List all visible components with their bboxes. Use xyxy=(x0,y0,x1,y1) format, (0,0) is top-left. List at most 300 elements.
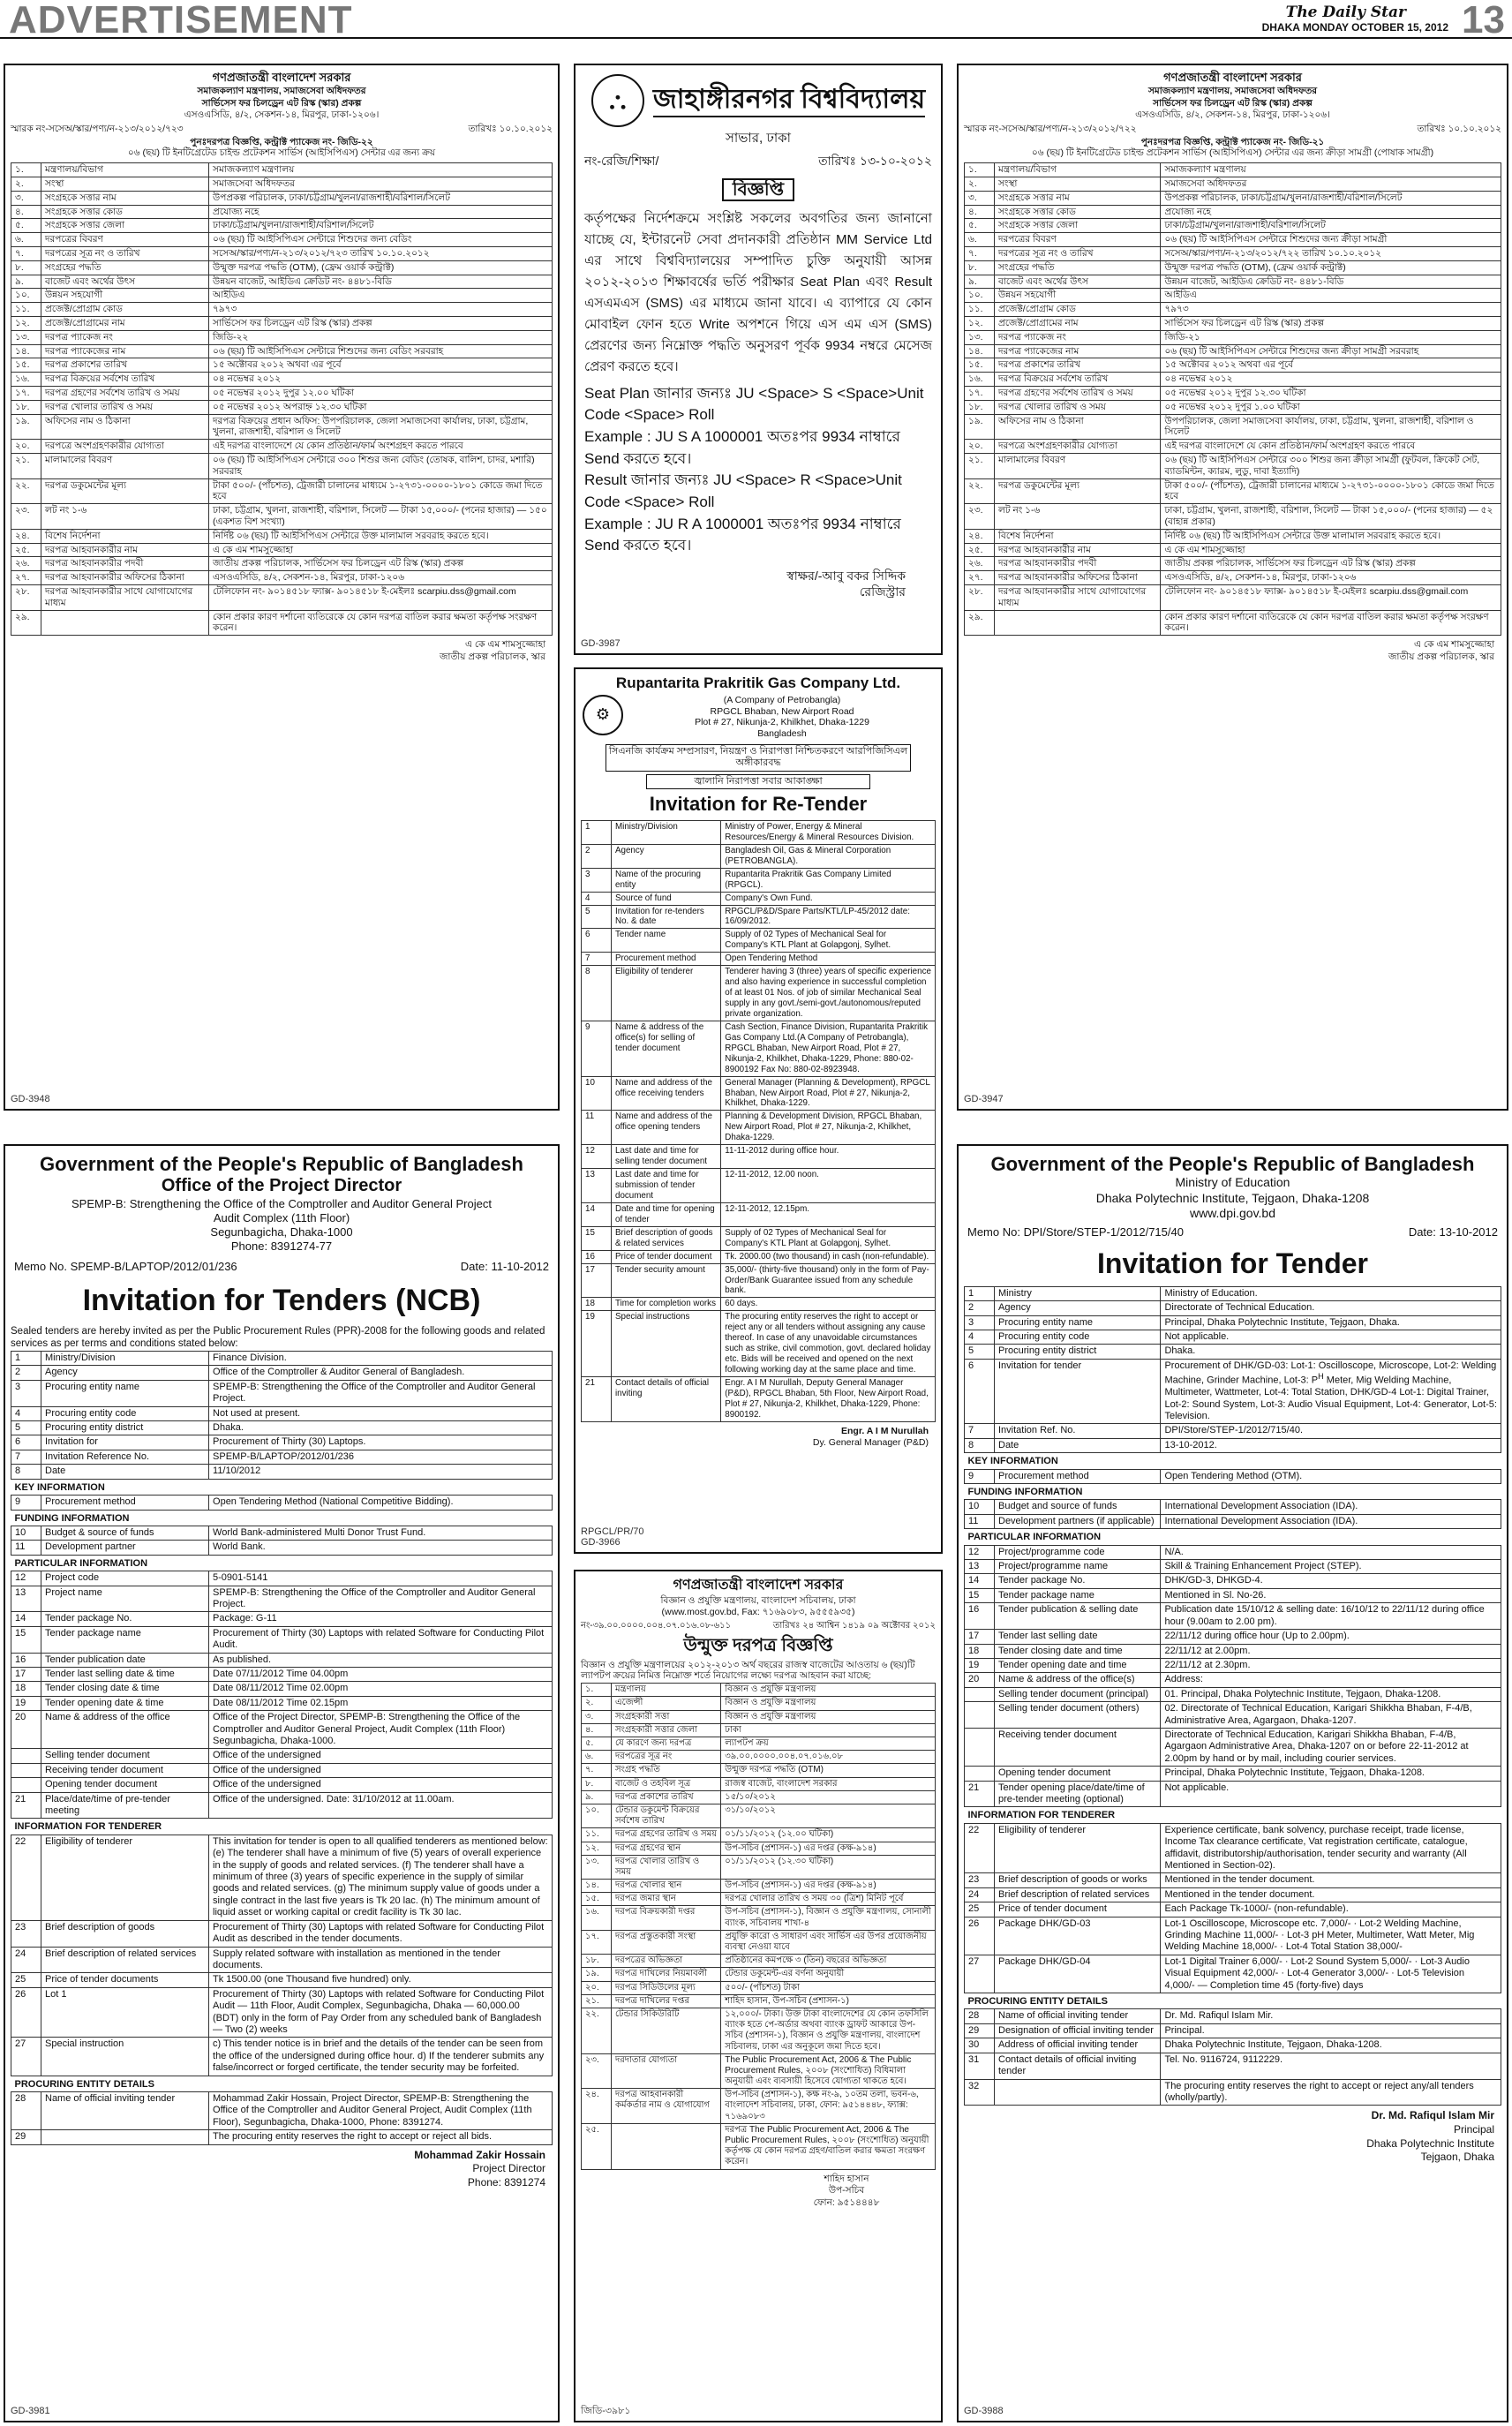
row-value: N/A. xyxy=(1161,1545,1501,1559)
table-row xyxy=(11,1586,553,1612)
row-label: দরপত্রের সূত্র নং xyxy=(612,1751,721,1764)
intro-text: বিজ্ঞান ও প্রযুক্তি মন্ত্রণালয়ের ২০১২-২০১৩ অর্থ বছরের রাজস্ব বাজেটের আওতায় ৬ (ছয়)টি ল্যাপটপ ক্রয়ের নিমিত্ত নিম্নোক্ত শর্তে নিয়োগের লক্ষ্যে দরপত্র আহবান করা যাচ্ছে: xyxy=(581,1659,915,1682)
table-row xyxy=(965,1603,1501,1630)
row-value: Tenderer having 3 (three) years of specific experience and also having experience in successful completion of at least 01 Nos. of job of similar Mechanical Seal supply in any govt./semi-govt./autonomous/reputed private organization. xyxy=(721,966,936,1021)
tender-table xyxy=(964,1286,1501,2106)
table-row xyxy=(965,1781,1501,1807)
row-label: Opening tender document xyxy=(41,1778,209,1792)
table-row xyxy=(11,1749,553,1763)
row-value: ঢাকা, চট্টগ্রাম, খুলনা, রাজশাহী, বরিশাল, সিলেট — টাকা ১৫,০০০/- (পনের হাজার) — ৫২ (বাহান্ন প্রকার) xyxy=(1161,504,1501,530)
table-row xyxy=(582,1994,936,2008)
row-value: টেলিফোন নং- ৯০১৪৫১৮ ফ্যাক্স- ৯০১৪৫১৮ ই-মেইলঃ scarpiu.dss@gmail.com xyxy=(1161,584,1501,610)
table-row xyxy=(11,584,553,610)
row-label: সংগ্রহকে সত্তার কোড xyxy=(41,205,209,219)
tender-ad-most-laptops xyxy=(574,1570,943,2422)
newspaper-logo: The Daily Star xyxy=(1285,4,1406,21)
row-label: Ministry/Division xyxy=(612,820,721,844)
row-label xyxy=(612,2123,721,2169)
row-value: ০৫ নভেম্বর ২০১২ দুপুর ১২.৩০ ঘটিকা xyxy=(1161,386,1501,400)
table-row xyxy=(11,233,553,247)
table-row xyxy=(965,1301,1501,1315)
row-value: Office of the Project Director, SPEMP-B: Strengthening the Office of the Comptroller and Auditor General Project, Audit Complex (11th Floor) Segunbagicha, Dhaka-1000. xyxy=(209,1711,553,1749)
row-label: সংস্থা xyxy=(41,177,209,192)
row-label: Project/programme name xyxy=(995,1560,1161,1574)
phone: Phone: 8391274-77 xyxy=(230,1239,333,1254)
table-row xyxy=(11,440,553,454)
row-label: দরপত্রের সূত্র নং ও তারিখ xyxy=(995,246,1161,260)
row-value: Mentioned in the tender document. xyxy=(1161,1887,1501,1902)
row-value: 60 days. xyxy=(721,1298,936,1311)
row-label: দরপত্র আহবানকারীর পদবী xyxy=(995,557,1161,571)
rpgcl-logo-icon: ⚙ xyxy=(583,695,623,735)
row-label: দরপত্র আহবানকারী কর্মকর্তার নাম ও যোগাযোগ xyxy=(612,2089,721,2124)
university-logo-icon: ⛬ xyxy=(591,74,644,127)
row-label: Selling tender document (principal) xyxy=(995,1687,1161,1701)
row-label: Invitation Ref. No. xyxy=(995,1424,1161,1438)
table-row xyxy=(965,2079,1501,2106)
row-label: Brief description of related services xyxy=(41,1947,209,1973)
row-value: Experience certificate, bank solvency, purchase receipt, trade license, Income Tax clearance certificate, Vat registration certificate, catalogue, affidavit, distributorship/authorisation, tender security and warranty (All Mentioned in Section-02). xyxy=(1161,1823,1501,1873)
row-number: ৩. xyxy=(582,1710,612,1723)
row-number: ৩. xyxy=(11,191,41,205)
row-label: Tender opening date and time xyxy=(995,1658,1161,1672)
row-number: 23 xyxy=(965,1873,995,1887)
table-row xyxy=(965,571,1501,585)
table-row xyxy=(965,414,1501,440)
row-number: ২৫. xyxy=(965,543,995,557)
table-row xyxy=(582,1169,936,1203)
row-value: World Bank. xyxy=(209,1541,553,1555)
row-value: আইডিএ xyxy=(1161,289,1501,303)
signatory-institute: Dhaka Polytechnic Institute xyxy=(1366,2136,1494,2150)
row-value: ১৫ অক্টোবর ২০১২ অথবা এর পূর্বে xyxy=(209,358,553,373)
row-label: Tender last selling date & time xyxy=(41,1667,209,1681)
row-label: সংগ্রহকে সত্তার কোড xyxy=(995,205,1161,219)
govt-name: Government of the People's Republic of Bangladesh xyxy=(990,1153,1475,1175)
row-number: 14 xyxy=(582,1202,612,1226)
table-row xyxy=(11,1465,553,1479)
table-row xyxy=(965,191,1501,205)
row-number: 17 xyxy=(582,1263,612,1298)
row-number: ২১. xyxy=(11,453,41,478)
table-row xyxy=(582,868,936,892)
row-value: Dr. Md. Rafiqul Islam Mir. xyxy=(1161,2009,1501,2023)
row-label: মন্ত্রণালয়/বিভাগ xyxy=(41,163,209,177)
row-number: 2 xyxy=(582,844,612,868)
row-value: ০৬ (ছয়) টি আইসিপিএস সেন্টারে শিশুদের জন্য ক্রীড়া সামগ্রী সরবরাহ xyxy=(1161,344,1501,358)
memo-date: তারিখঃ ২৪ আশ্বিন ১৪১৯ ০৯ অক্টোবর ২০১২ xyxy=(772,1621,936,1631)
row-label: দরপত্র আহবানকারীর পদবী xyxy=(41,557,209,571)
row-number: 21 xyxy=(11,1792,41,1819)
row-value: Not applicable. xyxy=(1161,1330,1501,1344)
table-row xyxy=(965,1453,1501,1469)
address-line-3: Bangladesh xyxy=(757,728,807,740)
row-number: ১০. xyxy=(582,1804,612,1827)
row-label: মালামালের বিবরণ xyxy=(41,453,209,478)
row-value: উপ-সচিব (প্রশাসন-১), কক্ষ নং-৯, ১০তম তলা, ভবন-৬, বাংলাদেশ সচিবালয়, ঢাকা, ফোন: ৯৫১৪৪৪৮, ফ্যাক্স: ৭১৬৯০৮৩ xyxy=(721,2089,936,2124)
signatory-title: জাতীয় প্রকল্প পরিচালক, স্কার xyxy=(439,651,545,662)
table-row xyxy=(965,504,1501,530)
row-value: টেলিফোন নং- ৯০১৪৫১৮ ফ্যাক্স- ৯০১৪৫১৮ ই-মেইলঃ scarpiu.dss@gmail.com xyxy=(209,584,553,610)
table-row xyxy=(582,1764,936,1777)
row-value: ল্যাপটপ ক্রয় xyxy=(721,1737,936,1751)
row-label: মালামালের বিবরণ xyxy=(995,453,1161,478)
table-row xyxy=(965,543,1501,557)
table-row xyxy=(582,2053,936,2089)
company-parent: (A Company of Petrobangla) xyxy=(723,694,841,705)
row-label: Invitation for xyxy=(41,1435,209,1450)
table-row xyxy=(11,610,553,636)
row-value: উপপরিচালক, জেলা সমাজসেবা কার্যালয়, ঢাকা, চট্টগ্রাম, খুলনা, রাজশাহী, বরিশাল ও সিলেট xyxy=(1161,414,1501,440)
row-label: Designation of official inviting tender xyxy=(995,2023,1161,2038)
intro-text: Sealed tenders are hereby invited as per the Public Procurement Rules (PPR)-2008 for the following goods and related services as per terms and conditions stated below: xyxy=(11,1326,545,1350)
ad-code: GD-3987 xyxy=(581,637,621,649)
table-row xyxy=(965,373,1501,387)
row-value: ১৫ অক্টোবর ২০১২ অথবা এর পূর্বে xyxy=(1161,358,1501,373)
section-heading: PARTICULAR INFORMATION xyxy=(967,1532,1102,1543)
row-label: দরপত্রে অংশগ্রহণকারীর যোগ্যতা xyxy=(41,440,209,454)
row-label: Ministry xyxy=(995,1286,1161,1300)
row-value: ০৪ নভেম্বর ২০১২ xyxy=(209,373,553,387)
row-value: Principal, Dhaka Polytechnic Institute, Tejgaon, Dhaka. xyxy=(1161,1315,1501,1330)
row-number: ৯. xyxy=(11,275,41,289)
table-row xyxy=(11,246,553,260)
row-number: ২১. xyxy=(965,453,995,478)
row-label: Price of tender document xyxy=(612,1250,721,1263)
row-value: Lot-1 Digital Trainer 6,000/- · Lot-2 Sound System 5,000/- · Lot-3 Audio Visual Equipment 42,000/- · Lot-4 Generator 3,000/- · Lot-5 Television 4,000/- — Completion time 45 (forty-five) days xyxy=(1161,1955,1501,1993)
row-label: সংগ্রহের পদ্ধতি xyxy=(995,260,1161,275)
row-value: ১২,০০০/- টাকা। উক্ত টাকা বাংলাদেশের যে কোন তফসিলি ব্যাংক হতে পে-অর্ডার অথবা ব্যাংক ড্রাফট আকারে উপ-সচিব (প্রশাসন-১), বিজ্ঞান ও প্রযুক্তি মন্ত্রণালয়, বাংলাদেশ সচিবালয়, ঢাকা এর অনুকূলে জমা দিতে হবে। xyxy=(721,2008,936,2053)
table-row xyxy=(965,1574,1501,1588)
row-number: 7 xyxy=(965,1424,995,1438)
row-label: Time for completion works xyxy=(612,1298,721,1311)
row-number xyxy=(965,1767,995,1781)
row-value: Not used at present. xyxy=(209,1406,553,1420)
table-row xyxy=(965,1902,1501,1917)
row-number: 17 xyxy=(11,1667,41,1681)
row-value: General Manager (Planning & Development), RPGCL Bhaban, New Airport Road, Plot # 27, Nikunja-2, Khilkhet, Dhaka-1229. xyxy=(721,1076,936,1111)
table-row xyxy=(11,289,553,303)
row-value: Tel. No. 9116724, 9112229. xyxy=(1161,2053,1501,2079)
table-row xyxy=(582,1226,936,1250)
row-number: 1 xyxy=(582,820,612,844)
page-number: 13 xyxy=(1462,0,1505,41)
row-number: ২৮. xyxy=(965,584,995,610)
row-number: ১০. xyxy=(11,289,41,303)
row-number: ২০. xyxy=(965,440,995,454)
row-number: ২৪. xyxy=(582,2089,612,2124)
row-value: টেন্ডার ডকুমেন্ট-এর বর্ণনা অনুযায়ী xyxy=(721,1968,936,1981)
row-label: দরপত্র আহবানকারীর নাম xyxy=(995,543,1161,557)
row-label: প্রজেক্ট/প্রোগ্রামের নাম xyxy=(41,316,209,330)
memo-date: Date: 13-10-2012 xyxy=(1408,1224,1498,1239)
row-value: Office of the undersigned xyxy=(209,1749,553,1763)
row-number: 23 xyxy=(11,1920,41,1947)
row-label: দরপত্র গ্রহণের স্থান xyxy=(612,1842,721,1855)
row-number: ২২. xyxy=(582,2008,612,2053)
row-value: Finance Division. xyxy=(209,1352,553,1366)
row-number: ২৬. xyxy=(965,557,995,571)
row-value: 01. Principal, Dhaka Polytechnic Institute, Tejgaon, Dhaka-1208. xyxy=(1161,1687,1501,1701)
row-label: দরদাতার যোগ্যতা xyxy=(612,2053,721,2089)
seat-plan-example: Example : JU S A 1000001 অতঃপর 9934 নাম্বারে Send করতে হবে। xyxy=(584,428,900,467)
row-number: 4 xyxy=(11,1406,41,1420)
row-label: টেন্ডার ডকুমেন্ট বিক্রয়ের সর্বশেষ তারিখ xyxy=(612,1804,721,1827)
row-number: 1 xyxy=(11,1352,41,1366)
row-label xyxy=(41,610,209,636)
row-label: দরপত্র প্রস্তুতকারী সংস্থা xyxy=(612,1930,721,1954)
tender-ad-dpi xyxy=(957,1144,1508,2422)
row-label: মন্ত্রণালয়/বিভাগ xyxy=(995,163,1161,177)
row-number: 14 xyxy=(11,1612,41,1626)
project: সার্ভিসেস ফর চিলড্রেন এট রিস্ক (স্কার) প্রকল্প xyxy=(201,97,362,109)
row-number: ৮. xyxy=(582,1777,612,1790)
row-value: দরপত্র The Public Procurement Act, 2006 & The Public Procurement Rules, ২০০৮ (সংশোধিত) অনুযায়ী কর্তৃপক্ষ যে কোন দরপত্র গ্রহণ/বাতিল করার ক্ষমতা সংরক্ষণ করেন। xyxy=(721,2123,936,2169)
signatory-name: এ কে এম শামসুজ্জোহা xyxy=(1413,639,1494,651)
tender-ad-rpgcl xyxy=(574,667,943,1554)
table-row xyxy=(11,543,553,557)
table-row xyxy=(965,1644,1501,1658)
table-row xyxy=(11,1667,553,1681)
row-label: Project/programme code xyxy=(995,1545,1161,1559)
row-label: দরপত্র খোলার তারিখ ও সময় xyxy=(41,400,209,414)
tender-table xyxy=(11,1351,553,2145)
row-value: সমাজসেবা অধিদফতর xyxy=(1161,177,1501,192)
row-value: 22/11/12 during office hour (Up to 2.00pm). xyxy=(1161,1630,1501,1644)
row-label: Tender package name xyxy=(41,1626,209,1653)
row-value: Publication date 15/10/12 & selling date: 16/10/12 to 22/11/12 during office hour (9.00am to 2.00 pm). xyxy=(1161,1603,1501,1630)
row-value: প্রতিষ্ঠানের কমপক্ষে ৩ (তিন) বছরের অভিজ্ঞতা xyxy=(721,1955,936,1968)
row-label: Procuring entity district xyxy=(995,1345,1161,1359)
subject: পুনঃদরপত্র বিজ্ঞপ্তি, কন্ট্রাক্ট প্যাকেজ নং- জিডি-২২ xyxy=(190,136,373,147)
table-row xyxy=(965,1658,1501,1672)
row-number: 11 xyxy=(965,1514,995,1528)
row-label xyxy=(995,610,1161,636)
table-row xyxy=(582,1298,936,1311)
table-row xyxy=(11,1352,553,1366)
row-number: ১০. xyxy=(965,289,995,303)
row-number: 10 xyxy=(11,1526,41,1540)
table-row xyxy=(965,177,1501,192)
table-row xyxy=(965,1630,1501,1644)
row-number: ২৪. xyxy=(965,529,995,543)
table-row xyxy=(965,1484,1501,1500)
row-label: টেন্ডার সিকিউরিটি xyxy=(612,2008,721,2053)
row-value: Supply of 02 Types of Mechanical Seal for Company's KTL Plant at Golapgonj, Sylhet. xyxy=(721,929,936,953)
signatory-name: Engr. A I M Nurullah xyxy=(841,1425,929,1436)
row-value: প্রযোজ্য নহে xyxy=(209,205,553,219)
row-label: সংস্থা xyxy=(995,177,1161,192)
row-value: সমাজকল্যাণ মন্ত্রণালয় xyxy=(1161,163,1501,177)
row-number: ২১. xyxy=(582,1994,612,2008)
tender-table xyxy=(581,1683,936,2169)
row-number: ৪. xyxy=(582,1723,612,1737)
table-row xyxy=(11,1450,553,1464)
row-label: দরপত্র সিডিউলের মূল্য xyxy=(612,1981,721,1994)
row-number: 10 xyxy=(965,1500,995,1514)
row-value: Procurement of Thirty (30) Laptops with related Software for Conducting Pilot Audit as described in the tender documents. xyxy=(209,1920,553,1947)
signatory-name: Dr. Md. Rafiqul Islam Mir xyxy=(1371,2109,1494,2122)
row-value: Office of the undersigned xyxy=(209,1763,553,1777)
row-value: এসওএসিডি, ৪/২, সেকশন-১৪, মিরপুর, ঢাকা-১২০৬ xyxy=(1161,571,1501,585)
row-number: ১৬. xyxy=(582,1906,612,1930)
row-label: সংগ্রহকে সত্তার নাম xyxy=(995,191,1161,205)
row-number xyxy=(11,1749,41,1763)
row-label: সংগ্রহকে সত্তার জেলা xyxy=(41,219,209,233)
row-value: সমাজসেবা অধিদফতর xyxy=(209,177,553,192)
row-number: ১. xyxy=(965,163,995,177)
memo-no: নং-রেজি/শিক্ষা/ xyxy=(584,154,659,169)
row-label: Budget & source of funds xyxy=(41,1526,209,1540)
table-row xyxy=(582,1145,936,1169)
table-row xyxy=(11,275,553,289)
row-label: Place/date/time of pre-tender meeting xyxy=(41,1792,209,1819)
row-value: International Development Association (IDA). xyxy=(1161,1514,1501,1528)
row-value: ০৫ নভেম্বর ২০১২ অপরাহ্ন ১২.৩০ ঘটিকা xyxy=(209,400,553,414)
row-label: Price of tender document xyxy=(995,1902,1161,1917)
ad-code: GD-3947 xyxy=(964,1093,1004,1104)
row-number: ২৩. xyxy=(582,2053,612,2089)
row-label: Tender closing date and time xyxy=(995,1644,1161,1658)
row-value: কোন প্রকার কারণ দর্শানো ব্যতিরেকে যে কোন দরপত্র বাতিল করার ক্ষমতা কর্তৃপক্ষ সংরক্ষণ করেন। xyxy=(209,610,553,636)
row-value: ০১/১১/২০১২ (১২.৩০ ঘটিকা) xyxy=(721,1855,936,1879)
institute: Dhaka Polytechnic Institute, Tejgaon, Dhaka-1208 xyxy=(1095,1190,1370,1205)
row-number: ১৩. xyxy=(11,330,41,344)
table-row xyxy=(11,1612,553,1626)
table-row xyxy=(582,1021,936,1076)
table-row xyxy=(965,1330,1501,1344)
row-label: Name & address of the office(s) for selling of tender document xyxy=(612,1021,721,1076)
table-row xyxy=(582,1376,936,1421)
row-value: Tk 1500.00 (one Thousand five hundred) only. xyxy=(209,1973,553,1987)
table-row xyxy=(582,2089,936,2124)
row-value: উপ-সচিব (প্রশাসন-১), বিজ্ঞান ও প্রযুক্তি মন্ত্রণালয়, সোনালী ব্যাংক, সচিবালয় শাখা-৪ xyxy=(721,1906,936,1930)
row-label: দরপত্র দাখিলের নিয়মাবলী xyxy=(612,1968,721,1981)
table-row xyxy=(11,1711,553,1749)
table-row xyxy=(965,386,1501,400)
row-value: Directorate of Technical Education, Karigari Shikkha Bhaban, F-4/B, Agargaon Administrative Area, Dhaka-1207 on or before 22-11-2012 at 2.00pm by hand or by mail, including courier services. xyxy=(1161,1728,1501,1766)
row-label: Procurement method xyxy=(41,1496,209,1510)
row-number: ১. xyxy=(11,163,41,177)
row-value: নির্দিষ্ট ০৬ (ছয়) টি আইসিপিএস সেন্টারে উক্ত মালামাল সরবরাহ করতে হবে। xyxy=(209,529,553,543)
row-number: 19 xyxy=(965,1658,995,1672)
row-number xyxy=(11,1763,41,1777)
row-value: ০৬ (ছয়) টি আইসিপিএস সেন্টারে ৩০০ শিশুর জন্য বেডিং (তোষক, বালিশ, চাদর, মশারি) সরবরাহ xyxy=(209,453,553,478)
row-number xyxy=(965,1702,995,1729)
tender-table xyxy=(581,820,936,1422)
row-value: উপ-সচিব (প্রশাসন-১) এর দপ্তর (কক্ষ-৯১৪) xyxy=(721,1880,936,1893)
table-row xyxy=(11,1947,553,1973)
table-row xyxy=(11,1835,553,1920)
section-heading: PROCURING ENTITY DETAILS xyxy=(14,2078,154,2090)
table-row xyxy=(11,1763,553,1777)
table-row xyxy=(11,1479,553,1495)
row-label: Tender package No. xyxy=(41,1612,209,1626)
row-number: 10 xyxy=(582,1076,612,1111)
table-row xyxy=(582,1697,936,1710)
row-value: 11-11-2012 during office hour. xyxy=(721,1145,936,1169)
table-row xyxy=(582,1930,936,1954)
row-label: বিশেষ নির্দেশনা xyxy=(995,529,1161,543)
table-row xyxy=(965,2009,1501,2023)
table-row xyxy=(965,440,1501,454)
row-label: উন্নয়ন সহযোগী xyxy=(995,289,1161,303)
table-row xyxy=(11,400,553,414)
row-number: 8 xyxy=(582,966,612,1021)
table-row xyxy=(11,1792,553,1819)
row-number: ৮. xyxy=(11,260,41,275)
table-row xyxy=(11,504,553,530)
table-row xyxy=(11,1541,553,1555)
row-label: সংগ্রহের পদ্ধতি xyxy=(41,260,209,275)
row-value: Address: xyxy=(1161,1673,1501,1687)
row-number: 31 xyxy=(965,2053,995,2079)
row-label: Price of tender documents xyxy=(41,1973,209,1987)
table-row xyxy=(582,953,936,966)
row-value: 5-0901-5141 xyxy=(209,1571,553,1586)
row-number: 12 xyxy=(965,1545,995,1559)
notice-jahangirnagar xyxy=(574,64,943,655)
row-value: RPGCL/P&D/Spare Parts/KTL/LP-45/2012 date: 16/09/2012. xyxy=(721,905,936,929)
row-value: দরপত্র খোলার তারিখ ও সময় ৩০ (ত্রিশ) মিনিট পূর্বে xyxy=(721,1893,936,1906)
table-row xyxy=(11,163,553,177)
section-heading: KEY INFORMATION xyxy=(14,1481,105,1493)
row-value: টাকা ৫০০/- (পাঁচশত), ট্রেজারী চালানের মাধ্যমে ১-২৭৩১-০০০০-১৮০১ কোডে জমা দিতে হবে xyxy=(209,478,553,504)
row-label: দরপত্র খোলার তারিখ ও সময় xyxy=(612,1855,721,1879)
address: এসওএসিডি, ৪/২, সেকশন-১৪, মিরপুর, ঢাকা-১২০৬। xyxy=(1135,109,1330,121)
table-row xyxy=(582,1893,936,1906)
row-label: দরপত্র খোলার তারিখ ও সময় xyxy=(995,400,1161,414)
row-number: ১৯. xyxy=(582,1968,612,1981)
table-row xyxy=(965,163,1501,177)
row-label: দরপত্র জমার স্থান xyxy=(612,1893,721,1906)
row-number: 11 xyxy=(582,1111,612,1145)
row-number: 8 xyxy=(11,1465,41,1479)
row-number: 28 xyxy=(11,2091,41,2129)
table-row xyxy=(965,1873,1501,1887)
table-row xyxy=(582,905,936,929)
memo-date: তারিখঃ ১০.১০.২০১২ xyxy=(468,123,553,134)
row-label: Invitation for re-tenders No. & date xyxy=(612,905,721,929)
row-value: ঢাকা, চট্টগ্রাম, খুলনা, রাজশাহী, বরিশাল, সিলেট — টাকা ১৫,০০০/- (পনের হাজার) — ১৫০ (একশত বিশ সংখ্যা) xyxy=(209,504,553,530)
row-value: Procurement of Thirty (30) Laptops with related Software for Conducting Pilot Audit. xyxy=(209,1626,553,1653)
row-label: Procuring entity name xyxy=(41,1380,209,1406)
table-row xyxy=(582,1710,936,1723)
table-row xyxy=(11,358,553,373)
row-label: Name & address of the office xyxy=(41,1711,209,1749)
table-row xyxy=(965,400,1501,414)
row-label: Tender package No. xyxy=(995,1574,1161,1588)
row-value: ০১/১১/২০১২ (১২.০০ ঘটিকা) xyxy=(721,1828,936,1842)
table-row xyxy=(965,1500,1501,1514)
row-value: Company's Own Fund. xyxy=(721,892,936,905)
row-value: এই দরপত্র বাংলাদেশে যে কোন প্রতিষ্ঠান/ফার্ম অংশগ্রহণ করতে পারবে xyxy=(1161,440,1501,454)
row-value: 22/11/12 at 2.00pm. xyxy=(1161,1644,1501,1658)
row-label: Development partners (if applicable) xyxy=(995,1514,1161,1528)
row-value: সার্ভিসেস ফর চিলড্রেন এট রিস্ক (স্কার) প্রকল্প xyxy=(209,316,553,330)
table-row xyxy=(965,453,1501,478)
table-row xyxy=(965,233,1501,247)
subject: পুনঃদরপত্র বিজ্ঞপ্তি, কন্ট্রাক্ট প্যাকেজ নং- জিডি-২১ xyxy=(1140,136,1325,147)
address-line-1: RPGCL Bhaban, New Airport Road xyxy=(710,705,854,717)
table-row xyxy=(11,303,553,317)
row-number xyxy=(965,1728,995,1766)
row-label: Tender opening date & time xyxy=(41,1696,209,1710)
table-row xyxy=(965,610,1501,636)
row-number: 1 xyxy=(965,1286,995,1300)
table-row xyxy=(11,1406,553,1420)
row-number: ৩. xyxy=(965,191,995,205)
